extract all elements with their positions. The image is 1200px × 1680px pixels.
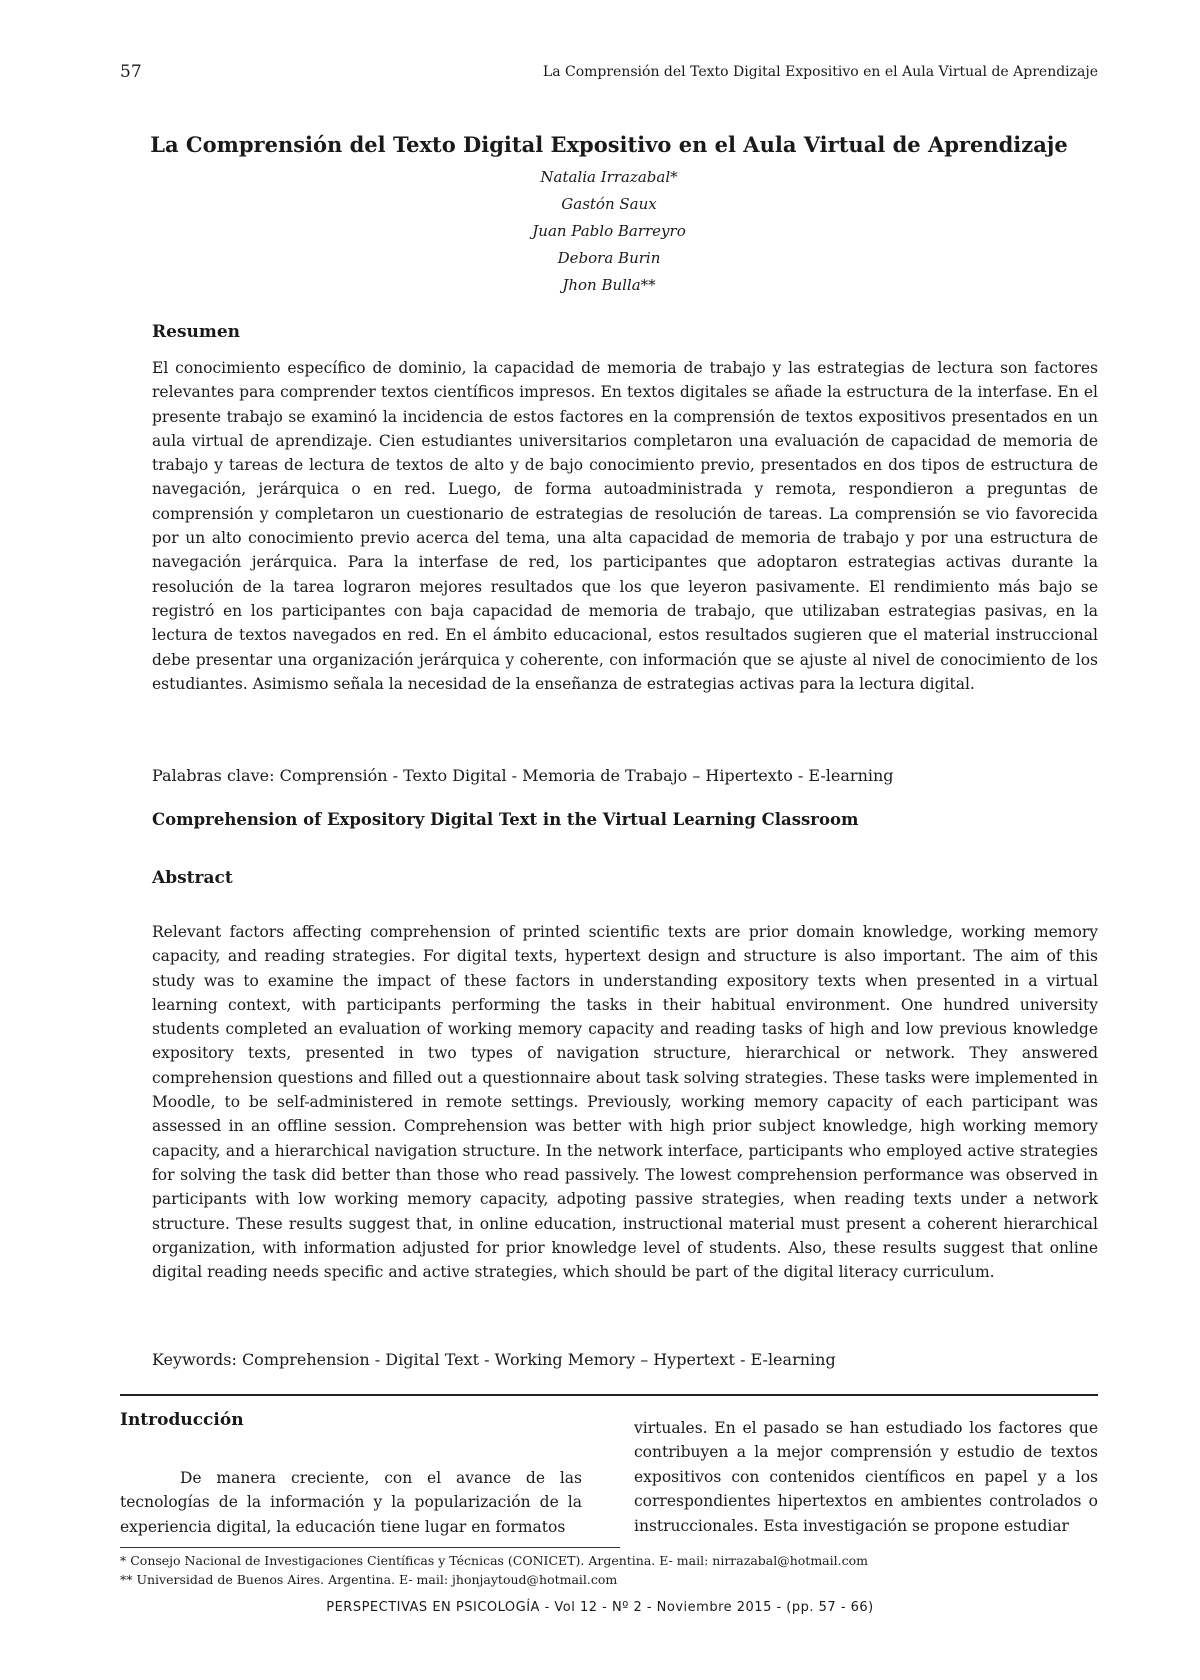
- palabras-clave: Palabras clave: Comprensión - Texto Digital - Memoria de Trabajo – Hipertexto - E-learning: [152, 766, 894, 785]
- abstract-heading: Abstract: [152, 868, 233, 888]
- author-name: Natalia Irrazabal*: [540, 168, 678, 186]
- resumen-heading: Resumen: [152, 322, 241, 342]
- introduccion-heading: Introducción: [120, 1410, 244, 1430]
- section-divider: [120, 1394, 1098, 1396]
- running-title: La Comprensión del Texto Digital Expositivo en el Aula Virtual de Aprendizaje: [542, 64, 1098, 80]
- author-name: Jhon Bulla**: [562, 276, 656, 294]
- author-name: Debora Burin: [557, 249, 661, 267]
- page-number: 57: [120, 62, 142, 82]
- journal-footer: PERSPECTIVAS EN PSICOLOGÍA - Vol 12 - Nº 2 - Noviembre 2015 - (pp. 57 - 66): [326, 1600, 874, 1615]
- footnote-divider: [120, 1547, 620, 1548]
- author-list: [120, 164, 1098, 299]
- abstract-text: Relevant factors affecting comprehension of printed scientific texts are prior domain knowledge, working memory capacity, and reading strategies. For digital texts, hypertext design and structure is also important. The aim of this study was to examine the impact of these factors in understanding expository texts when presented in a virtual learning context, with participants performing the tasks in their habitual environment. One hundred university students completed an evaluation of working memory capacity and reading tasks of high and low previous knowledge expository texts, presented in two types of navigation structure, hierarchical or network. They answered comprehension questions and filled out a questionnaire about task solving strategies. These tasks were implemented in Moodle, to be self-administered in remote settings. Previously, working memory capacity of each participant was assessed in an offline session. Comprehension was better with high prior subject knowledge, high working memory capacity, and a hierarchical navigation structure. In the network interface, participants who employed active strategies for solving the task did better than those who read passively. The lowest comprehension performance was observed in participants with low working memory capacity, adpoting passive strategies, when reading texts under a network structure. These results suggest that, in online education, instructional material must present a coherent hierarchical organization, with information adjusted for prior knowledge level of students. Also, these results suggest that online digital reading needs specific and active strategies, which should be part of the digital literacy curriculum.: [152, 923, 1098, 1282]
- resumen-text: El conocimiento específico de dominio, la capacidad de memoria de trabajo y las estrategias de lectura son factores relevantes para comprender textos científicos impresos. En textos digitales se añade la estructura de la interfase. En el presente trabajo se examinó la incidencia de estos factores en la comprensión de textos expositivos presentados en un aula virtual de aprendizaje. Cien estudiantes universitarios completaron una evaluación de capacidad de memoria de trabajo y tareas de lectura de textos de alto y de bajo conocimiento previo, presentados en dos tipos de estructura de navegación, jerárquica o en red. Luego, de forma autoadministrada y remota, respondieron a preguntas de comprensión y completaron un cuestionario de estrategias de resolución de tareas. La comprensión se vio favorecida por un alto conocimiento previo acerca del tema, una alta capacidad de memoria de trabajo y por una estructura de navegación jerárquica. Para la interfase de red, los participantes que adoptaron estrategias activas durante la resolución de la tarea lograron mejores resultados que los que leyeron pasivamente. El rendimiento más bajo se registró en los participantes con baja capacidad de memoria de trabajo, que utilizaban estrategias pasivas, en la lectura de textos navegados en red. En el ámbito educacional, estos resultados sugieren que el material instruccional debe presentar una organización jerárquica y coherente, con información que se ajuste al nivel de conocimiento de los estudiantes. Asimismo señala la necesidad de la enseñanza de estrategias activas para la lectura digital.: [152, 359, 1098, 693]
- footnote: ** Universidad de Buenos Aires. Argentina. E- mail: jhonjaytoud@hotmail.com: [120, 1572, 618, 1587]
- intro-right-column: virtuales. En el pasado se han estudiado los factores que contribuyen a la mejor comprensión y estudio de textos expositivos con contenidos científicos en papel y a los correspondientes hipertextos en ambientes controlados o instruccionales. Esta investigación se propone estudiar: [634, 1419, 1098, 1535]
- article-title: La Comprensión del Texto Digital Expositivo en el Aula Virtual de Aprendizaje: [150, 132, 1068, 157]
- footnote: * Consejo Nacional de Investigaciones Científicas y Técnicas (CONICET). Argentina. E- mail: nirrazabal@hotmail.com: [120, 1553, 868, 1568]
- intro-left-column: De manera creciente, con el avance de las tecnologías de la información y la popularización de la experiencia digital, la educación tiene lugar en formatos: [120, 1469, 582, 1536]
- author-name: Gastón Saux: [561, 195, 657, 213]
- keywords: Keywords: Comprehension - Digital Text - Working Memory – Hypertext - E-learning: [152, 1350, 836, 1369]
- english-title: Comprehension of Expository Digital Text in the Virtual Learning Classroom: [152, 810, 859, 829]
- author-name: Juan Pablo Barreyro: [532, 222, 686, 240]
